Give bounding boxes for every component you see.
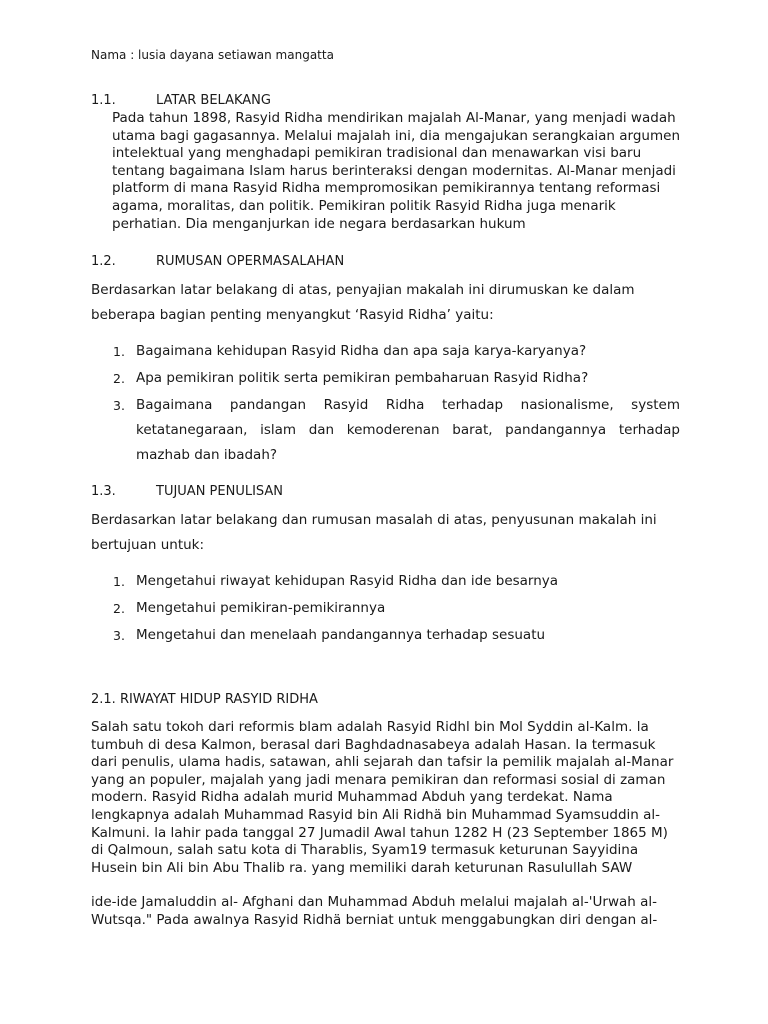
list-item-text: Mengetahui riwayat kehidupan Rasyid Ridha dan ide besarnya <box>136 573 559 589</box>
section-number: 1.3. <box>91 484 116 499</box>
list-item-text: Mengetahui pemikiran-pemikirannya <box>136 600 386 616</box>
rumusan-intro-paragraph: Berdasarkan latar belakang di atas, penyajian makalah ini dirumuskan ke dalam beberapa bagian penting menyangkut ‘Rasyid Ridha’ yaitu: <box>91 282 635 323</box>
list-marker: 1. <box>113 574 125 589</box>
section-heading-riwayat-hidup: 2.1. RIWAYAT HIDUP RASYID RIDHA <box>91 692 318 707</box>
list-item <box>91 393 680 468</box>
tujuan-intro-paragraph: Berdasarkan latar belakang dan rumusan masalah di atas, penyusunan makalah ini bertujuan untuk: <box>91 512 657 553</box>
section-number: 1.2. <box>91 254 116 269</box>
section-title: TUJUAN PENULISAN <box>156 484 284 499</box>
riwayat-paragraph-1: Salah satu tokoh dari reformis blam adalah Rasyid Ridhl bin Mol Syddin al-Kalm. la tumbuh di desa Kalmon, berasal dari Baghdadnasabeya adalah Hasan. Ia termasuk dari penulis, ulama hadis, satawan, ahli sejarah dan tafsir la pemilik majalah al-Manar yang an populer, majalah yang jadi menara pemikiran dan reformasi sosial di zaman modern. Rasyid Ridha adalah murid Muhammad Abduh yang terdekat. Nama lengkapnya adalah Muhammad Rasyid bin Ali Ridhä bin Muhammad Syamsuddin al-Kalmuni. la lahir pada tanggal 27 Jumadil Awal tahun 1282 H (23 September 1865 M) di Qalmoun, salah satu kota di Tharablis, Syam19 termasuk keturunan Sayyidina Husein bin Ali bin Abu Thalib ra. yang memiliki darah keturunan Rasulullah SAW <box>91 719 674 876</box>
rumusan-question-list <box>91 339 680 470</box>
list-item <box>91 569 680 594</box>
section-heading-latar-belakang <box>91 92 271 110</box>
list-item-text: Bagaimana pandangan Rasyid Ridha terhadap nasionalisme, system ketatanegaraan, islam dan kemoderenan barat, pandangannya terhadap mazhab dan ibadah? <box>136 397 680 463</box>
list-marker: 3. <box>113 628 125 643</box>
list-item <box>91 366 680 391</box>
tujuan-goal-list <box>91 569 680 650</box>
author-name: Nama : lusia dayana setiawan mangatta <box>91 48 334 62</box>
latar-belakang-paragraph: Pada tahun 1898, Rasyid Ridha mendirikan majalah Al-Manar, yang menjadi wadah utama bagi gagasannya. Melalui majalah ini, dia mengajukan serangkaian argumen intelektual yang menghadapi pemikiran tradisional dan menawarkan visi baru tentang bagaimana Islam harus berinteraksi dengan modernitas. Al-Manar menjadi platform di mana Rasyid Ridha mempromosikan pemikirannya tentang reformasi agama, moralitas, dan politik. Pemikiran politik Rasyid Ridha juga menarik perhatian. Dia menganjurkan ide negara berdasarkan hukum <box>112 110 681 232</box>
section-number: 1.1. <box>91 93 116 108</box>
list-item-text: Bagaimana kehidupan Rasyid Ridha dan apa saja karya-karyanya? <box>136 343 587 359</box>
list-marker: 3. <box>113 398 125 413</box>
list-item-text: Mengetahui dan menelaah pandangannya terhadap sesuatu <box>136 627 546 643</box>
list-marker: 2. <box>113 371 125 386</box>
list-item <box>91 596 680 621</box>
list-item <box>91 623 680 648</box>
section-heading-tujuan-penulisan <box>91 483 283 501</box>
list-marker: 1. <box>113 344 125 359</box>
section-title: LATAR BELAKANG <box>156 93 271 108</box>
list-item <box>91 339 680 364</box>
list-item-text: Apa pemikiran politik serta pemikiran pembaharuan Rasyid Ridha? <box>136 370 589 386</box>
section-heading-rumusan-masalah <box>91 253 344 271</box>
list-marker: 2. <box>113 601 125 616</box>
riwayat-paragraph-2: ide-ide Jamaluddin al- Afghani dan Muhammad Abduh melalui majalah al-'Urwah al-Wutsqa." Pada awalnya Rasyid Ridhä berniat untuk menggabungkan diri dengan al- <box>91 894 658 928</box>
section-title: RUMUSAN OPERMASALAHAN <box>156 254 345 269</box>
